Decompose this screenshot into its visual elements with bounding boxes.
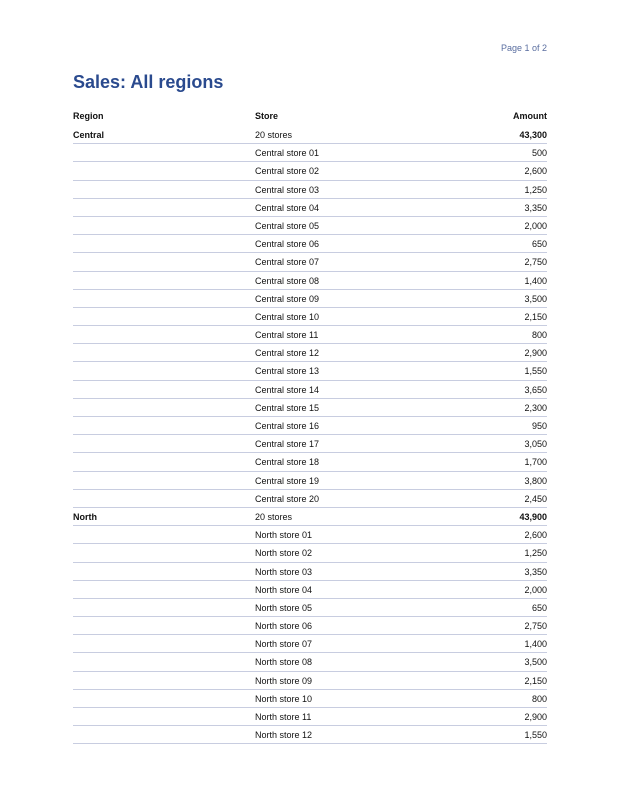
table-row	[73, 399, 547, 417]
amount-cell: 2,450	[524, 493, 547, 504]
store-cell: Central store 14	[255, 384, 320, 395]
amount-cell: 2,600	[524, 530, 547, 541]
table-row	[73, 272, 547, 290]
store-cell: Central store 19	[255, 475, 320, 486]
store-cell: 20 stores	[255, 130, 293, 140]
amount-cell: 1,550	[524, 730, 547, 741]
store-cell: 20 stores	[255, 511, 293, 522]
table-row	[73, 144, 547, 162]
table-row	[73, 344, 547, 362]
table-row	[73, 199, 547, 217]
store-cell: Central store 07	[255, 257, 320, 268]
amount-cell: 800	[531, 693, 547, 704]
table-row	[73, 653, 547, 671]
store-cell: North store 08	[255, 657, 313, 668]
store-cell: Central store 08	[255, 275, 320, 286]
amount-cell: 1,400	[524, 639, 547, 650]
table-row	[73, 672, 547, 690]
store-cell: Central store 05	[255, 220, 320, 231]
table-row	[73, 490, 547, 508]
table-row	[73, 635, 547, 653]
amount-cell: 2,750	[524, 257, 547, 268]
table-row	[73, 472, 547, 490]
store-cell: North store 07	[255, 639, 313, 650]
store-cell: Central store 16	[255, 421, 320, 431]
store-cell: Central store 02	[255, 166, 320, 177]
table-row	[73, 453, 547, 471]
table-body	[73, 126, 547, 744]
amount-cell: 2,900	[524, 348, 547, 359]
store-cell: Central store 04	[255, 202, 320, 213]
table-row	[73, 435, 547, 453]
store-cell: North store 02	[255, 548, 313, 559]
amount-cell: 2,000	[524, 220, 547, 231]
table-row	[73, 544, 547, 562]
amount-cell: 3,350	[524, 202, 547, 213]
column-header-store: Store	[255, 111, 279, 121]
store-cell: North store 01	[255, 530, 313, 541]
store-cell: Central store 13	[255, 366, 320, 377]
amount-cell: 1,250	[524, 548, 547, 559]
table-row	[73, 563, 547, 581]
table-row	[73, 417, 547, 435]
amount-cell: 2,900	[524, 712, 547, 722]
store-cell: Central store 10	[255, 311, 320, 322]
table-row	[73, 253, 547, 271]
store-cell: North store 06	[255, 621, 313, 632]
table-row	[73, 235, 547, 253]
amount-cell: 3,800	[524, 475, 547, 486]
region-cell: North	[73, 511, 97, 522]
amount-cell: 2,600	[524, 166, 547, 177]
store-cell: Central store 15	[255, 402, 320, 413]
store-cell: North store 09	[255, 675, 313, 686]
amount-cell: 650	[531, 239, 547, 250]
page-number: Page 1 of 2	[500, 43, 547, 53]
amount-cell: 1,400	[524, 275, 547, 286]
table-row	[73, 362, 547, 380]
amount-cell: 1,250	[524, 184, 547, 195]
table-row	[73, 181, 547, 199]
store-cell: Central store 09	[255, 293, 320, 304]
store-cell: North store 04	[255, 584, 313, 595]
store-cell: Central store 20	[255, 493, 320, 504]
table-row	[73, 162, 547, 180]
table-row	[73, 308, 547, 326]
column-header-amount: Amount	[513, 111, 547, 121]
store-cell: Central store 11	[255, 330, 319, 341]
store-cell: Central store 18	[255, 457, 320, 468]
report-title: Sales: All regions	[73, 72, 224, 92]
table-row	[73, 581, 547, 599]
amount-cell: 950	[531, 421, 547, 431]
table-row	[73, 290, 547, 308]
amount-cell: 2,750	[524, 621, 547, 632]
table-group-row	[73, 508, 547, 526]
store-cell: Central store 12	[255, 348, 320, 359]
store-cell: Central store 06	[255, 239, 320, 250]
sales-table	[73, 106, 547, 744]
table-row	[73, 526, 547, 544]
table-row	[73, 381, 547, 399]
amount-cell: 3,500	[524, 293, 547, 304]
store-cell: North store 03	[255, 566, 313, 577]
amount-cell: 2,150	[524, 675, 547, 686]
region-cell: Central	[73, 130, 105, 140]
amount-cell: 2,000	[524, 584, 547, 595]
amount-cell: 650	[531, 602, 547, 613]
table-header-row	[73, 106, 547, 126]
column-header-region: Region	[73, 111, 104, 121]
table-row	[73, 690, 547, 708]
amount-cell: 3,350	[524, 566, 547, 577]
store-cell: North store 11	[255, 712, 312, 722]
store-cell: North store 12	[255, 730, 313, 741]
amount-cell: 500	[531, 148, 547, 159]
store-cell: North store 10	[255, 693, 313, 704]
amount-cell: 800	[531, 330, 547, 341]
store-cell: Central store 17	[255, 439, 320, 450]
table-row	[73, 617, 547, 635]
table-row	[73, 217, 547, 235]
store-cell: North store 05	[255, 602, 313, 613]
amount-cell: 3,500	[524, 657, 547, 668]
table-row	[73, 726, 547, 744]
amount-cell: 43,900	[519, 511, 547, 522]
table-row	[73, 599, 547, 617]
store-cell: Central store 03	[255, 184, 320, 195]
table-row	[73, 708, 547, 726]
amount-cell: 1,550	[524, 366, 547, 377]
table-group-row	[73, 126, 547, 144]
amount-cell: 1,700	[524, 457, 547, 468]
amount-cell: 3,650	[524, 384, 547, 395]
amount-cell: 2,300	[524, 402, 547, 413]
amount-cell: 3,050	[524, 439, 547, 450]
table-row	[73, 326, 547, 344]
amount-cell: 43,300	[519, 130, 547, 140]
store-cell: Central store 01	[255, 148, 320, 159]
amount-cell: 2,150	[524, 311, 547, 322]
